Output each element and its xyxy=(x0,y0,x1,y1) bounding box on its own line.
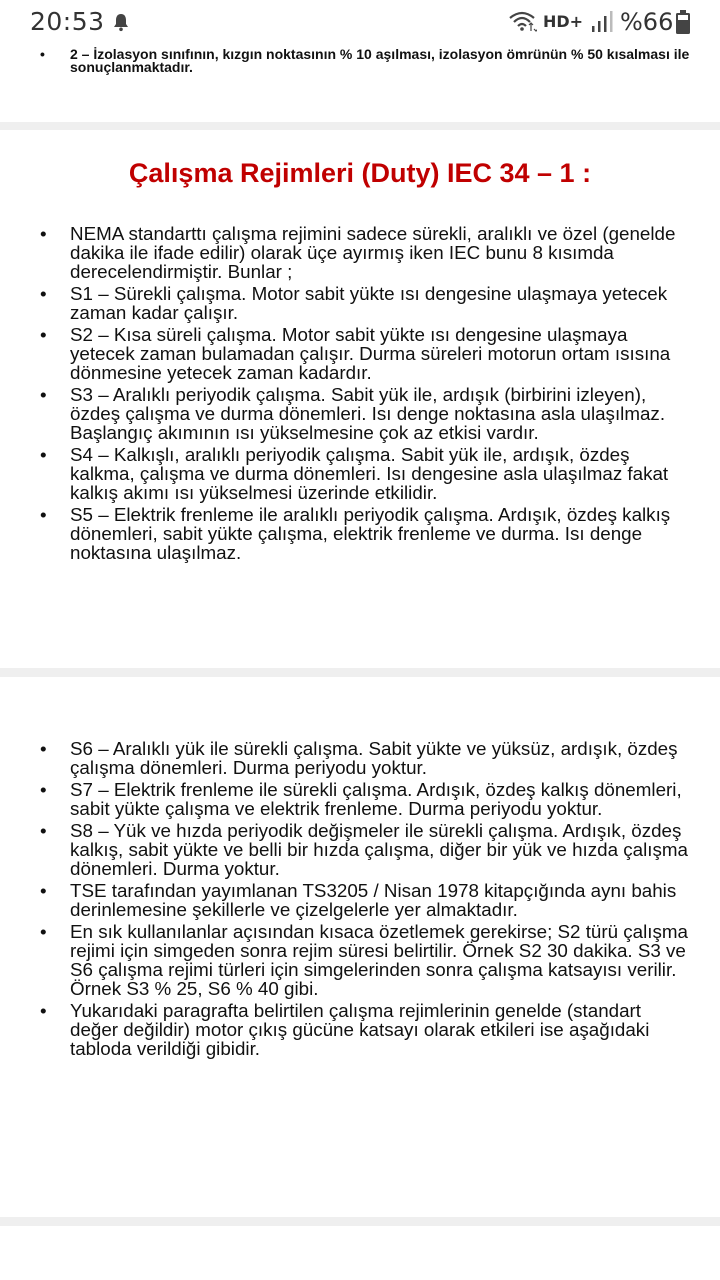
status-bar xyxy=(0,0,720,46)
list-item: • Yukarıdaki paragrafta belirtilen çalışma rejimlerinin genelde (standart değer değildir) motor çıkış gücüne katsayı olarak etkileri ise aşağıdaki tabloda verildiği gibidir. xyxy=(0,1001,720,1058)
continued-list xyxy=(0,739,720,1061)
continued-slide xyxy=(0,677,720,1217)
top-slide xyxy=(0,46,720,122)
list-item: • 2 – İzolasyon sınıfının, kızgın noktasının % 10 aşılması, izolasyon ömrünün % 50 kısalması ile sonuçlanmaktadır. xyxy=(0,48,720,74)
signal-icon xyxy=(590,11,614,33)
list-item: • S1 – Sürekli çalışma. Motor sabit yükte ısı dengesine ulaşmaya yetecek zaman kadar çalışır. xyxy=(0,284,720,322)
next-slide xyxy=(0,1226,720,1280)
duty-list xyxy=(0,224,720,565)
battery-percent: %66 xyxy=(620,8,674,36)
list-item: • S2 – Kısa süreli çalışma. Motor sabit yükte ısı dengesine ulaşmaya yetecek zaman bulamadan çalışır. Durma süreleri motorun ortam ısısına dönmesine yetecek zaman kadardır. xyxy=(0,325,720,382)
list-item: • En sık kullanılanlar açısından kısaca özetlemek gerekirse; S2 türü çalışma rejimi için simgeden sonra rejim süresi belirtilir. Örnek S2 30 dakika. S3 ve S6 çalışma rejimi türleri için simgelerinden sonra çalışma katsayısı verilir. Örnek S3 % 25, S6 % 40 gibi. xyxy=(0,922,720,998)
top-slide-list xyxy=(0,48,720,74)
network-type-label: HD+ xyxy=(543,12,584,31)
wifi-icon xyxy=(507,9,537,33)
list-item: • S8 – Yük ve hızda periyodik değişmeler ile sürekli çalışma. Ardışık, özdeş kalkış, sabit yükte ve belli bir hızda çalışma, diğer bir yük ve hızda çalışma dönemleri. Durma yoktur. xyxy=(0,821,720,878)
list-item: • TSE tarafından yayımlanan TS3205 / Nisan 1978 kitapçığında aynı bahis derinlemesine şekillerle ve çizelgelerle yer almaktadır. xyxy=(0,881,720,919)
battery-icon xyxy=(676,10,690,34)
list-item: • S6 – Aralıklı yük ile sürekli çalışma. Sabit yükte ve yüksüz, ardışık, özdeş çalışma dönemleri. Durma periyodu yoktur. xyxy=(0,739,720,777)
slide-divider xyxy=(0,668,720,677)
list-item: • NEMA standarttı çalışma rejimini sadece sürekli, aralıklı ve özel (genelde dakika ile ifade edilir) olarak üçe ayırmış iken IEC bunu 8 kısımda derecelendirmiştir. Bunlar ; xyxy=(0,224,720,281)
slide-title: Çalışma Rejimleri (Duty) IEC 34 – 1 : xyxy=(128,158,592,188)
bell-icon xyxy=(111,12,131,32)
list-item: • S4 – Kalkışlı, aralıklı periyodik çalışma. Sabit yük ile, ardışık, özdeş kalkma, çalışma ve durma dönemleri. Isı dengesine asla ulaşılmaz fakat kalkış akımı ısı yükselmesi üzerinde etkilidir. xyxy=(0,445,720,502)
status-time: 20:53 xyxy=(30,7,105,36)
slide-divider xyxy=(0,1217,720,1226)
list-item: • S3 – Aralıklı periyodik çalışma. Sabit yük ile, ardışık (birbirini izleyen), özdeş çalışma ve durma dönemleri. Isı denge noktasına asla ulaşılmaz. Başlangıç akımının ısı yükselmesine çok az etkisi vardır. xyxy=(0,385,720,442)
slide-divider xyxy=(0,122,720,130)
list-item: • S5 – Elektrik frenleme ile aralıklı periyodik çalışma. Ardışık, özdeş kalkış dönemleri, sabit yükte çalışma, elektrik frenleme ve durma. Isı denge noktasına ulaşılmaz. xyxy=(0,505,720,562)
list-item: • S7 – Elektrik frenleme ile sürekli çalışma. Ardışık, özdeş kalkış dönemleri, sabit yükte çalışma ve elektrik frenleme. Durma periyodu yoktur. xyxy=(0,780,720,818)
duty-slide xyxy=(0,130,720,668)
